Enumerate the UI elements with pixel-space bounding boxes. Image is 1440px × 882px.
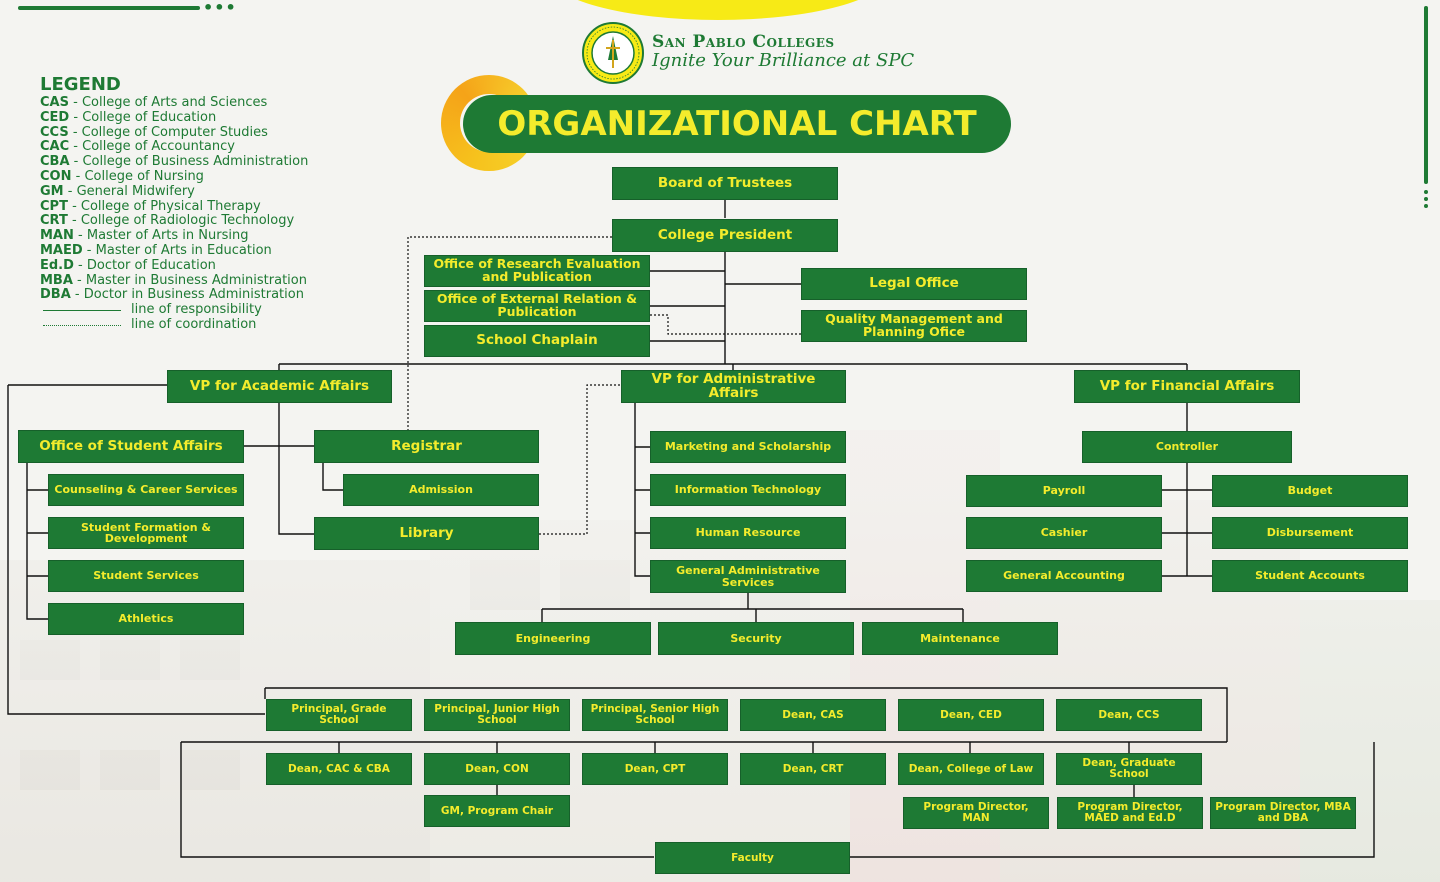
box-student-accounts: Student Accounts xyxy=(1212,560,1408,592)
box-security: Security xyxy=(658,622,854,655)
box-office-of-research: Office of Research Evaluation and Publication xyxy=(424,255,650,287)
legend-dotted-line: line of coordination xyxy=(40,318,308,333)
box-program-director-man: Program Director, MAN xyxy=(903,797,1049,829)
top-left-accent-dots: ••• xyxy=(203,0,237,17)
box-office-of-external-relation: Office of External Relation & Publication xyxy=(424,290,650,322)
legend-entry: GM - General Midwifery xyxy=(40,183,195,199)
legend-entry: CAS - College of Arts and Sciences xyxy=(40,95,268,110)
box-dean-cpt: Dean, CPT xyxy=(582,753,728,785)
box-dean-ced: Dean, CED xyxy=(898,699,1044,731)
box-athletics: Athletics xyxy=(48,603,244,635)
legend-entry: CPT - College of Physical Therapy xyxy=(40,198,261,214)
box-vp-academic-affairs: VP for Academic Affairs xyxy=(167,370,392,403)
box-dean-ccs: Dean, CCS xyxy=(1056,699,1202,731)
box-cashier: Cashier xyxy=(966,517,1162,549)
box-general-accounting: General Accounting xyxy=(966,560,1162,592)
school-name: San Pablo Colleges xyxy=(652,32,835,52)
legend-entry: MAED - Master of Arts in Education xyxy=(40,242,272,258)
page-title: ORGANIZATIONAL CHART xyxy=(463,95,1011,153)
box-registrar: Registrar xyxy=(314,430,539,463)
box-gm-program-chair: GM, Program Chair xyxy=(424,795,570,827)
box-dean-con: Dean, CON xyxy=(424,753,570,785)
box-student-services: Student Services xyxy=(48,560,244,592)
legend-entry: CED - College of Education xyxy=(40,109,217,125)
legend-entry: CBA - College of Business Administration xyxy=(40,154,309,170)
box-principal-junior-high: Principal, Junior High School xyxy=(424,699,570,731)
box-budget: Budget xyxy=(1212,475,1408,507)
box-dean-crt: Dean, CRT xyxy=(740,753,886,785)
box-legal-office: Legal Office xyxy=(801,268,1027,300)
box-vp-administrative-affairs: VP for Administrative Affairs xyxy=(621,370,846,403)
legend-entry: Ed.D - Doctor of Education xyxy=(40,257,216,273)
box-admission: Admission xyxy=(343,474,539,506)
box-school-chaplain: School Chaplain xyxy=(424,325,650,357)
box-human-resource: Human Resource xyxy=(650,517,846,549)
box-general-administrative-services: General Administrative Services xyxy=(650,560,846,593)
box-engineering: Engineering xyxy=(455,622,651,655)
box-quality-management: Quality Management and Planning Ofice xyxy=(801,310,1027,342)
tagline: Ignite Your Brilliance at SPC xyxy=(652,50,915,71)
box-library: Library xyxy=(314,517,539,550)
box-dean-cas: Dean, CAS xyxy=(740,699,886,731)
legend-entry: CON - College of Nursing xyxy=(40,168,204,184)
legend-entry: MBA - Master in Business Administration xyxy=(40,272,307,288)
box-dean-college-of-law: Dean, College of Law xyxy=(898,753,1044,785)
legend-entry: MAN - Master of Arts in Nursing xyxy=(40,228,249,244)
legend-entry: CRT - College of Radiologic Technology xyxy=(40,213,295,229)
box-dean-graduate-school: Dean, Graduate School xyxy=(1056,753,1202,785)
box-board-of-trustees: Board of Trustees xyxy=(612,167,838,200)
legend-entry: CCS - College of Computer Studies xyxy=(40,124,268,140)
box-dean-cac-cba: Dean, CAC & CBA xyxy=(266,753,412,785)
legend-entry: DBA - Doctor in Business Administration xyxy=(40,287,304,303)
box-student-formation: Student Formation & Development xyxy=(48,517,244,549)
box-principal-grade-school: Principal, Grade School xyxy=(266,699,412,731)
box-counseling-career-services: Counseling & Career Services xyxy=(48,474,244,506)
box-program-director-maed: Program Director, MAED and Ed.D xyxy=(1057,797,1203,829)
box-payroll: Payroll xyxy=(966,475,1162,507)
legend-title: LEGEND xyxy=(40,74,121,95)
box-college-president: College President xyxy=(612,219,838,252)
box-controller: Controller xyxy=(1082,431,1292,463)
box-disbursement: Disbursement xyxy=(1212,517,1408,549)
box-program-director-mba: Program Director, MBA and DBA xyxy=(1210,797,1356,829)
box-information-technology: Information Technology xyxy=(650,474,846,506)
box-vp-financial-affairs: VP for Financial Affairs xyxy=(1074,370,1300,403)
box-marketing-scholarship: Marketing and Scholarship xyxy=(650,431,846,463)
legend-entry: CAC - College of Accountancy xyxy=(40,139,235,155)
legend-solid-line: line of responsibility xyxy=(40,303,308,318)
box-principal-senior-high: Principal, Senior High School xyxy=(582,699,728,731)
college-seal-logo xyxy=(582,22,644,84)
legend xyxy=(40,74,308,333)
box-maintenance: Maintenance xyxy=(862,622,1058,655)
box-office-of-student-affairs: Office of Student Affairs xyxy=(18,430,244,463)
box-faculty: Faculty xyxy=(655,842,850,874)
